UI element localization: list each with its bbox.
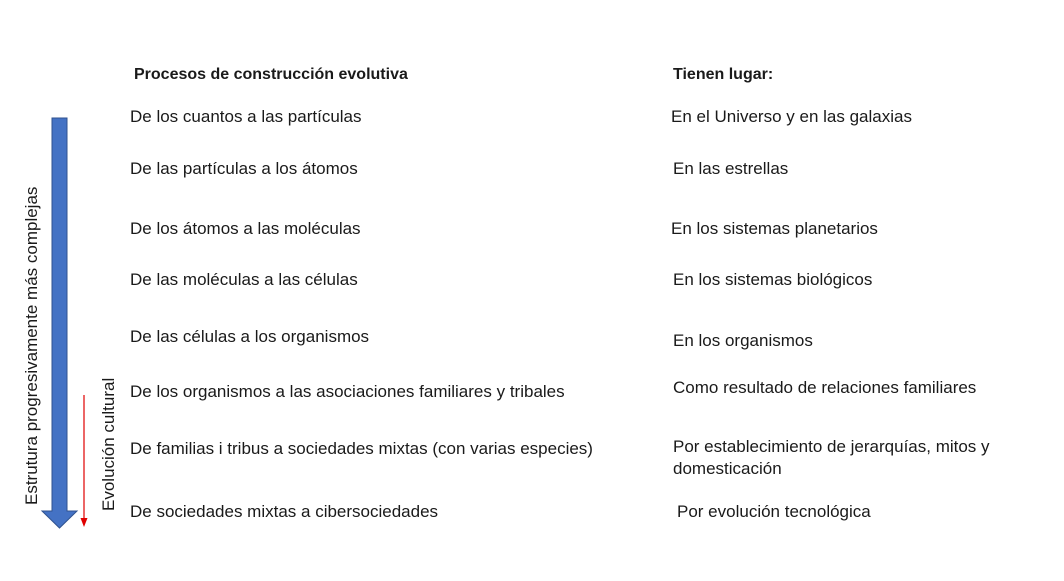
header-processes: Procesos de construcción evolutiva xyxy=(134,66,408,83)
cultural-evolution-arrowhead xyxy=(81,518,88,527)
process-cell: De los organismos a las asociaciones familiares y tribales xyxy=(130,382,565,401)
place-cell: Por evolución tecnológica xyxy=(677,502,871,521)
process-cell: De las moléculas a las células xyxy=(130,270,358,289)
process-cell: De los cuantos a las partículas xyxy=(130,107,362,126)
complexity-arrow xyxy=(42,118,77,528)
process-cell: De los átomos a las moléculas xyxy=(130,219,361,238)
place-cell: Como resultado de relaciones familiares xyxy=(673,378,977,397)
place-cell: En el Universo y en las galaxias xyxy=(671,107,912,126)
place-cell: domesticación xyxy=(673,459,782,478)
place-cell: En los organismos xyxy=(673,331,813,350)
place-cell: Por establecimiento de jerarquías, mitos y xyxy=(673,437,990,456)
place-cell: En los sistemas planetarios xyxy=(671,219,878,238)
place-cell: En las estrellas xyxy=(673,159,789,178)
complexity-arrow-label: Estrutura progresivamente más complejas xyxy=(22,186,41,505)
cultural-evolution-label: Evolución cultural xyxy=(99,377,118,511)
process-cell: De las células a los organismos xyxy=(130,327,370,346)
process-cell: De familias i tribus a sociedades mixtas (con varias especies) xyxy=(130,439,593,458)
place-cell: En los sistemas biológicos xyxy=(673,270,873,289)
process-cell: De sociedades mixtas a cibersociedades xyxy=(130,502,439,521)
header-places: Tienen lugar: xyxy=(673,66,774,83)
process-cell: De las partículas a los átomos xyxy=(130,159,358,178)
